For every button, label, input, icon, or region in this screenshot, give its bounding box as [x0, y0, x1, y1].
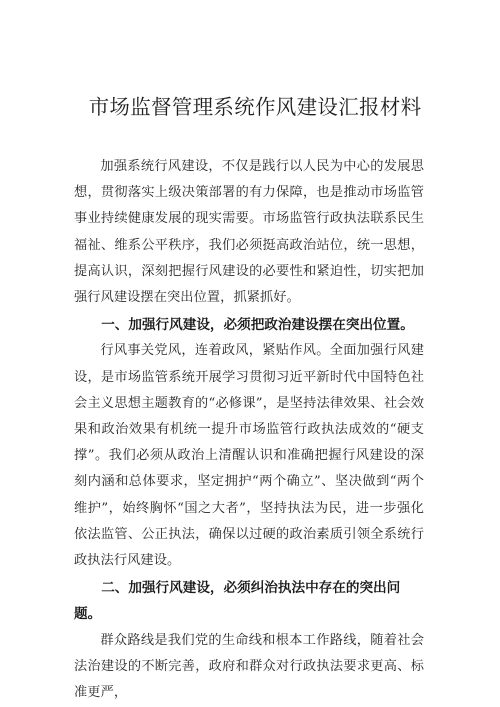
section-body-1: 行风事关党风，连着政风，紧贴作风。全面加强行风建设，是市场监管系统开展学习贯彻习近平新时代中国特色社会主义思想主题教育的“必修课”，是坚持法律效果、社会效果和政治效果有机统一提升市场监管行政执法成效的“硬支撑”。我们必须从政治上清醒认识和准确把握行风建设的深刻内涵和总体要求，坚定拥护“两个确立”、坚决做到“两个维护”，始终胸怀“国之大者”，坚持执法为民，进一步强化依法监管、公正执法，确保以过硬的政治素质引领全系统行政执法行风建设。: [74, 343, 424, 569]
document-title: 市场监督管理系统作风建设汇报材料: [88, 95, 422, 119]
intro-paragraph: 加强系统行风建设，不仅是践行以人民为中心的发展思想，贯彻落实上级决策部署的有力保障，也是推动市场监管事业持续健康发展的现实需要。市场监管行政执法联系民生福祉、维系公平秩序，我们必须挺高政治站位，统一思想，提高认识，深刻把握行风建设的必要性和紧迫性，切实把加强行风建设摆在突出位置，抓紧抓好。: [74, 159, 424, 306]
section-body-2: 群众路线是我们党的生命线和根本工作路线，随着社会法治建设的不断完善，政府和群众对行政执法要求更高、标准更严，: [74, 632, 424, 701]
section-heading-2: 二、加强行风建设，必须纠治执法中存在的突出问题。: [74, 580, 401, 623]
section-heading-1: 一、加强行风建设，必须把政治建设摆在突出位置。: [101, 317, 414, 334]
